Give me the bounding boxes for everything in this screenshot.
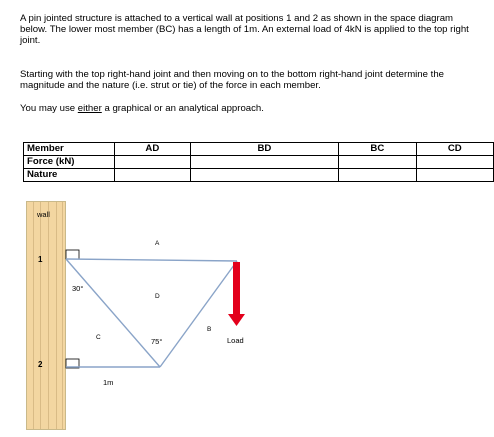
support-label-2: 2 [38,360,43,369]
space-label-a: A [155,240,160,247]
table-col-bd: BD [190,143,338,156]
table-col-bc: BC [339,143,416,156]
angle-label-top: 30° [72,284,84,293]
problem-statement: A pin jointed structure is attached to a vertical wall at positions 1 and 2 as shown in the space diagram below. The lower most member (BC) has a length of 1m. An external load of 4kN is applied to the top right joint. [20,13,469,46]
support-label-1: 1 [38,255,43,264]
space-label-c: C [96,334,101,341]
table-col-ad: AD [115,143,191,156]
member-ad [66,259,237,261]
approach-emphasis: either [77,103,102,114]
member-cd [66,259,163,367]
angle-label-bottom: 75° [151,337,163,346]
support-bracket-top [66,250,79,259]
table-col-cd: CD [416,143,493,156]
approach-post: a graphical or an analytical approach. [101,103,264,114]
table-row-label-nature: Nature [24,169,115,182]
space-label-b: B [207,326,212,333]
approach-pre: You may use [20,103,78,114]
table-row-label-force: Force (kN) [24,156,115,169]
load-arrow-shaft [233,262,240,314]
wall-label: wall [37,210,50,219]
length-label: 1m [103,378,114,387]
table-header-member: Member [24,143,115,156]
instructions: Starting with the top right-hand joint and then moving on to the bottom right-hand joint determine the magnitude and the nature (i.e. strut or tie) of the force in each member. [20,69,444,91]
load-label: Load [227,336,244,345]
space-label-d: D [155,293,160,300]
member-bd [160,261,237,367]
load-arrow-head [228,314,245,326]
